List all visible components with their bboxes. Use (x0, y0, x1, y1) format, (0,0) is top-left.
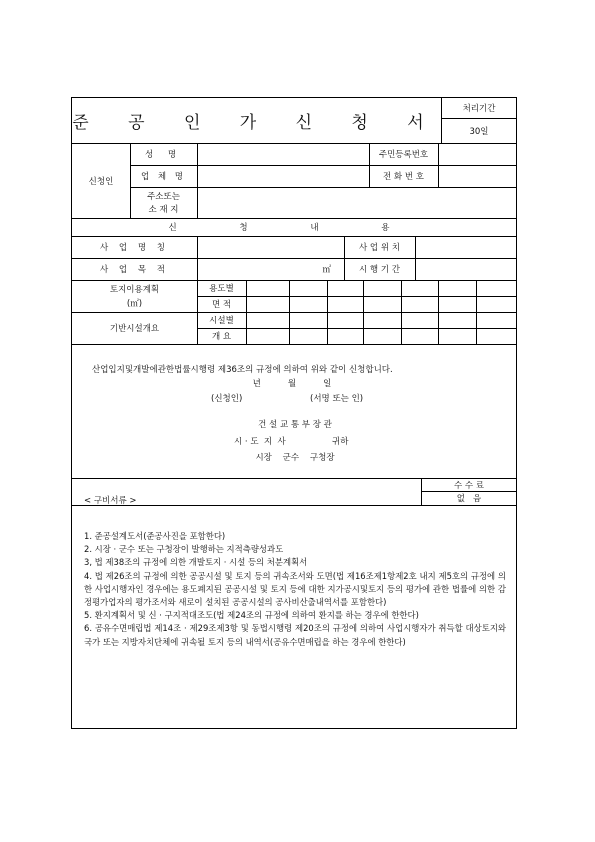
attachments-list (84, 530, 506, 649)
divider (72, 280, 516, 281)
by-use-label: 용도별 (209, 284, 234, 294)
resident-no-label: 주민등록번호 (378, 150, 429, 160)
area-label: 면 적 (211, 300, 232, 310)
business-location-label: 사 업 위 치 (359, 243, 400, 253)
name-field[interactable] (198, 144, 368, 164)
processing-period-label: 처리기간 (462, 104, 496, 114)
recipient-2: 시 · 도 지 사 (234, 437, 286, 447)
divider (72, 344, 516, 345)
recipient-2-suffix: 귀하 (332, 437, 349, 447)
by-facility-label: 시설별 (209, 316, 234, 326)
attachment-item: 2. 시장 · 군수 또는 구청장이 발행하는 지적측량성과도 (84, 544, 284, 555)
business-name-label: 사 업 명 칭 (100, 243, 169, 253)
attachment-item: 6. 공유수면매립법 제14조 · 제29조제3항 및 동법시행령 제20조의 규정에 의하여 사업시행자가 취득할 대상토지와 국가 또는 지방자치단체에 귀속될 토지 등의 내역서(공유수면매립을 하는 경우에 한한다) (84, 623, 506, 647)
attachments-header: < 구비서류 > (84, 496, 137, 506)
phone-label: 전 화 번 호 (383, 172, 424, 182)
processing-period-value: 30일 (469, 126, 489, 137)
applicant-line: (신청인) (211, 394, 243, 404)
business-purpose-label: 사 업 목 적 (100, 265, 169, 275)
attachment-item: 4. 법 제26조의 규정에 의한 공공시설 및 토지 등의 귀속조서와 도면(법 제16조제1항제2호 내지 제5호의 규정에 의한 사업시행자인 경우에는 용도폐지된 공공시설 및 토지 등에 대한 지가공시및토지 등의 평가에 관한 법률에 의한 감정평가업자의 평가조서와 새로이 설치된 공공시설의 공사비산출내역서를 포함한다) (84, 570, 506, 608)
area-unit: ㎡ (322, 265, 331, 275)
fee-label: 수 수 료 (453, 480, 485, 491)
execution-period-field[interactable] (416, 259, 515, 279)
content-header: 신 청 내 용 (168, 223, 420, 233)
form-title: 준 공 인 가 신 청 서 (72, 113, 441, 133)
company-field[interactable] (198, 166, 368, 186)
company-label: 업 체 명 (140, 172, 187, 182)
signature-line: (서명 또는 인) (310, 394, 364, 404)
land-use-unit: (㎡) (126, 299, 143, 309)
infrastructure-label: 기반시설개요 (109, 324, 160, 334)
address-label-line2: 소 재 지 (148, 205, 179, 215)
recipient-3: 시장 군수 구청장 (255, 453, 335, 463)
overview-label: 개 요 (211, 332, 232, 342)
attachment-item: 5. 환지계획서 및 신 · 구지적대조도(법 제24조의 규정에 의하여 환지를 하는 경우에 한한다) (84, 610, 419, 621)
business-location-field[interactable] (416, 237, 515, 257)
address-label-line1: 주소또는 (147, 192, 180, 202)
declaration-statement: 산업입지및개발에관한법률시행령 제36조의 규정에 의하여 위와 같이 신청합니다. (92, 365, 393, 375)
business-name-field[interactable] (198, 237, 343, 257)
attachment-item: 3, 법 제38조의 규정에 의한 개발토지 · 시설 등의 처분계획서 (84, 557, 308, 568)
applicant-section-label: 신청인 (88, 176, 114, 187)
execution-period-label: 시 행 기 간 (359, 265, 400, 275)
name-label: 성 명 (144, 150, 183, 160)
divider (72, 505, 516, 506)
land-use-label: 토지이용계획 (109, 285, 160, 295)
phone-field[interactable] (439, 166, 515, 186)
recipient-1: 건 설 교 통 부 장 관 (258, 420, 332, 430)
resident-no-field[interactable] (439, 144, 515, 164)
attachment-item: 1. 준공설계도서(준공사진을 포함한다) (84, 531, 226, 541)
fee-value: 없 음 (456, 494, 482, 504)
date-line: 년 월 일 (252, 379, 332, 389)
address-field[interactable] (198, 188, 515, 217)
application-form (71, 97, 517, 729)
